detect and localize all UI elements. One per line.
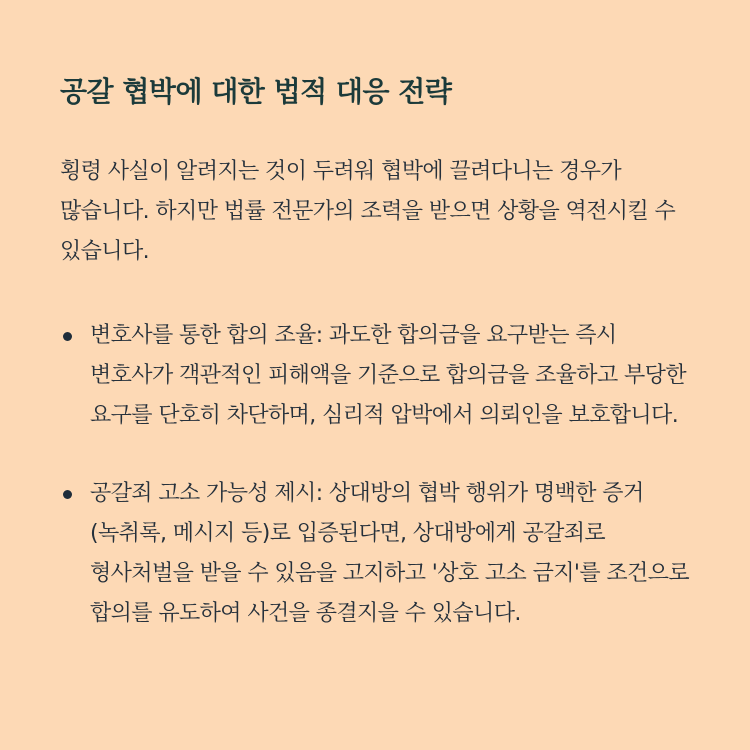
strategy-list [60,316,690,634]
list-item [60,316,690,436]
intro-paragraph: 횡령 사실이 알려지는 것이 두려워 협박에 끌려다니는 경우가 많습니다. 하지만 법률 전문가의 조력을 받으면 상황을 역전시킬 수 있습니다. [60,159,676,264]
list-item [60,474,690,634]
bullet-icon [63,332,72,341]
list-item-text: 공갈죄 고소 가능성 제시: 상대방의 협박 행위가 명백한 증거(녹취록, 메시지 등)로 입증된다면, 상대방에게 공갈죄로 형사처벌을 받을 수 있음을 고지하고 '상호 고소 금지'를 조건으로 합의를 유도하여 사건을 종결지을 수 있습니다. [90,481,689,626]
list-item-text: 변호사를 통한 합의 조율: 과도한 합의금을 요구받는 즉시 변호사가 객관적인 피해액을 기준으로 합의금을 조율하고 부당한 요구를 단호히 차단하며, 심리적 압박에서 의뢰인을 보호합니다. [90,323,686,428]
page-title: 공갈 협박에 대한 법적 대응 전략 [60,75,452,108]
bullet-icon [63,490,72,499]
